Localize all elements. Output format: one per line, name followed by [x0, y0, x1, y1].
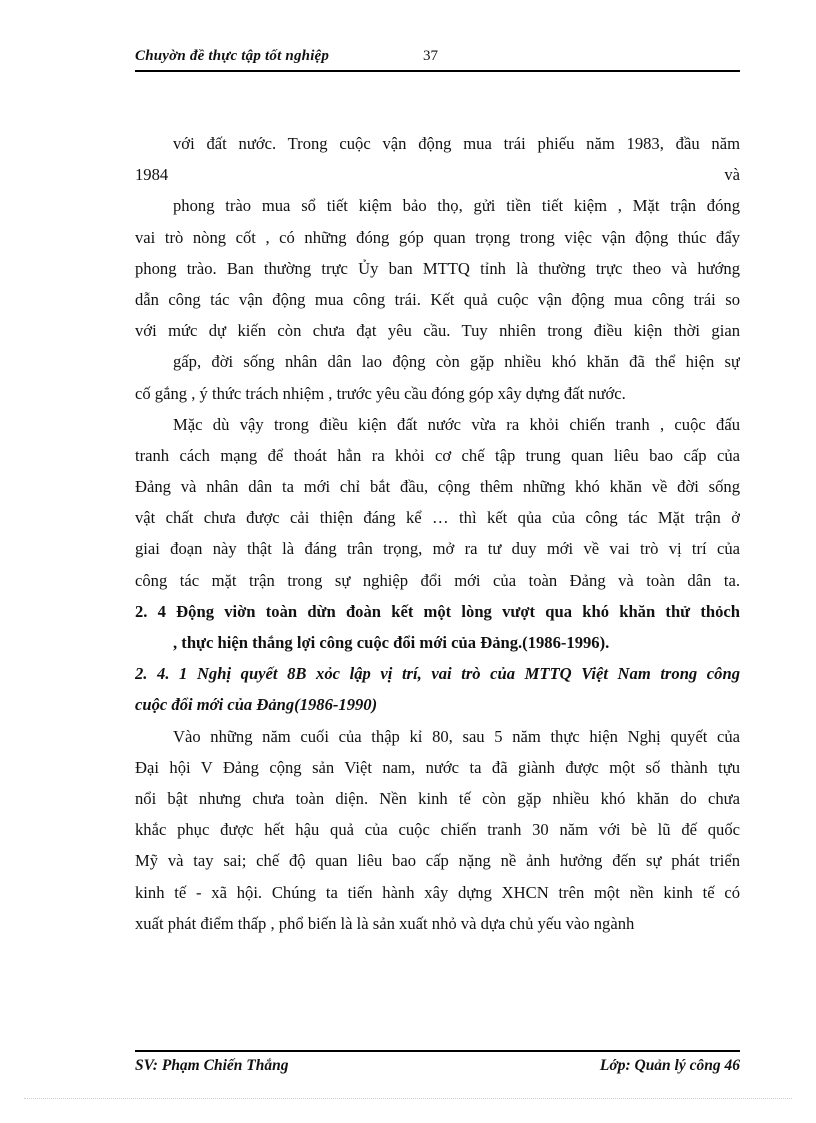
text-line: khắc phục được hết hậu quả của cuộc chiến tranh 30 năm với bè lũ đế quốc [135, 820, 740, 840]
document-title: Chuyờn đề thực tập tốt nghiệp [135, 48, 330, 64]
text-line: với đất nước. Trong cuộc vận động mua trái phiếu năm 1983, đầu năm [173, 134, 740, 153]
text-line: vai trò nòng cốt , có những đóng góp quan trọng trong việc vận động thúc đẩy [135, 227, 740, 247]
page-edge-divider [24, 1098, 792, 1099]
text-line: Đảng và nhân dân ta mới chỉ bắt đầu, cộng thêm những khó khăn về đời sống [135, 477, 740, 497]
text-line: gấp, đời sống nhân dân lao động còn gặp nhiều khó khăn đã thể hiện sự [173, 352, 740, 372]
text-line: Đại hội V Đảng cộng sản Việt nam, nước ta đã giành được một số thành tựu [135, 757, 740, 777]
page-footer [135, 1050, 740, 1080]
text-fragment: và [724, 165, 740, 185]
student-name: SV: Phạm Chiến Thắng [135, 1057, 289, 1074]
text-line: kinh tế - xã hội. Chúng ta tiến hành xây dựng XHCN trên một nền kinh tế có [135, 882, 740, 902]
text-fragment: 1984 [135, 165, 169, 185]
page-number: 37 [423, 48, 438, 64]
text-line: cố gắng , ý thức trách nhiệm , trước yêu cầu đóng góp xây dựng đất nước. [135, 383, 626, 403]
text-line: phong trào. Ban thường trực Ủy ban MTTQ tỉnh là thường trực theo và hướng [135, 258, 740, 278]
body-text [135, 128, 740, 939]
text-line [135, 159, 740, 190]
text-line: vật chất chưa được cải thiện đáng kể … thì kết qủa của công tác Mặt trận ở [135, 508, 740, 528]
section-heading: 2. 4 Động viờn toàn dừn đoàn kết một lòng vượt qua khó khăn thử thỏch [135, 601, 740, 621]
section-heading: , thực hiện thắng lợi công cuộc đổi mới của Đảng.(1986-1996). [173, 633, 610, 652]
page-header [135, 46, 740, 72]
text-line: Mỹ và tay sai; chế độ quan liêu bao cấp nặng nề ảnh hưởng đến sự phát triển [135, 851, 740, 871]
text-line: tranh cách mạng để thoát hẳn ra khỏi cơ chế tập trung quan liêu bao cấp của [135, 445, 740, 465]
text-line: phong trào mua sổ tiết kiệm bảo thọ, gửi tiền tiết kiệm , Mặt trận đóng [173, 196, 740, 216]
text-line: Vào những năm cuối của thập kỉ 80, sau 5 năm thực hiện Nghị quyết của [173, 726, 740, 746]
text-line: giai đoạn này thật là đáng trân trọng, mở ra tư duy mới về vai trò vị trí của [135, 539, 740, 559]
class-name: Lớp: Quản lý công 46 [599, 1057, 740, 1074]
text-line: dẫn công tác vận động mua công trái. Kết quả cuộc vận động mua công trái so [135, 289, 740, 309]
text-line: xuất phát điểm thấp , phổ biến là là sản xuất nhỏ và dựa chủ yếu vào ngành [135, 913, 635, 933]
text-line: với mức dự kiến còn chưa đạt yêu cầu. Tuy nhiên trong điều kiện thời gian [135, 321, 740, 341]
subsection-heading: 2. 4. 1 Nghị quyết 8B xỏc lập vị trí, vai trò của MTTQ Việt Nam trong công [135, 664, 740, 684]
text-line: công tác mặt trận trong sự nghiệp đổi mới của toàn Đảng và toàn dân ta. [135, 570, 740, 590]
subsection-heading: cuộc đổi mới của Đảng(1986-1990) [135, 695, 378, 715]
text-line: Mặc dù vậy trong điều kiện đất nước vừa ra khỏi chiến tranh , cuộc đấu [173, 414, 740, 434]
text-line: nổi bật nhưng chưa toàn diện. Nền kinh tế còn gặp nhiều khó khăn do chưa [135, 788, 740, 808]
